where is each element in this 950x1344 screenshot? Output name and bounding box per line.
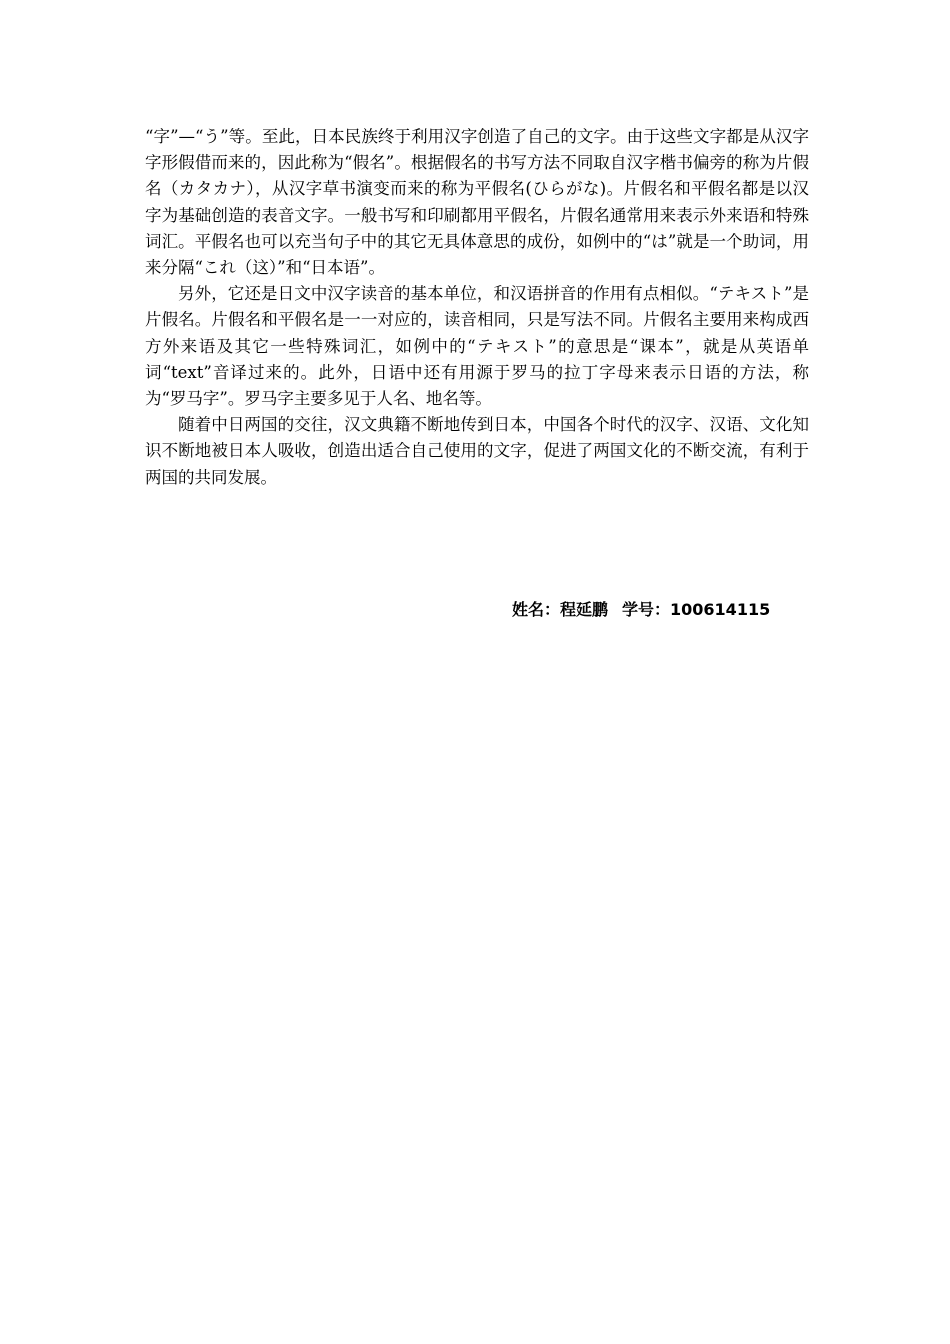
paragraph-kana-origin: “字”—“う”等。至此，日本民族终于利用汉字创造了自己的文字。由于这些文字都是从汉字字形假借而来的，因此称为“假名”。根据假名的书写方法不同取自汉字楷书偏旁的称为片假名（カタカナ），从汉字草书演变而来的称为平假名(ひらがな)。片假名和平假名都是以汉字为基础创造的表音文字。一般书写和印刷都用平假名，片假名通常用来表示外来语和特殊词汇。平假名也可以充当句子中的其它无具体意思的成份，如例中的“は”就是一个助词，用来分隔“これ（这）”和“日本语”。	[145, 127, 809, 278]
student-id: 学号：100614115	[622, 600, 771, 619]
author-name: 姓名：程延鹏	[512, 600, 609, 619]
author-signature	[512, 598, 770, 622]
paragraph-katakana-usage: 另外，它还是日文中汉字读音的基本单位，和汉语拼音的作用有点相似。“テキスト”是片假名。片假名和平假名是一一对应的，读音相同，只是写法不同。片假名主要用来构成西方外来语及其它一些特殊词汇，如例中的“テキスト”的意思是“课本”，就是从英语单词“text”音译过来的。此外，日语中还有用源于罗马的拉丁字母来表示日语的方法，称为“罗马字”。罗马字主要多见于人名、地名等。	[145, 284, 809, 409]
document-body	[145, 124, 809, 491]
paragraph-cultural-exchange: 随着中日两国的交往，汉文典籍不断地传到日本，中国各个时代的汉字、汉语、文化知识不断地被日本人吸收，创造出适合自己使用的文字，促进了两国文化的不断交流，有利于两国的共同发展。	[145, 415, 809, 487]
